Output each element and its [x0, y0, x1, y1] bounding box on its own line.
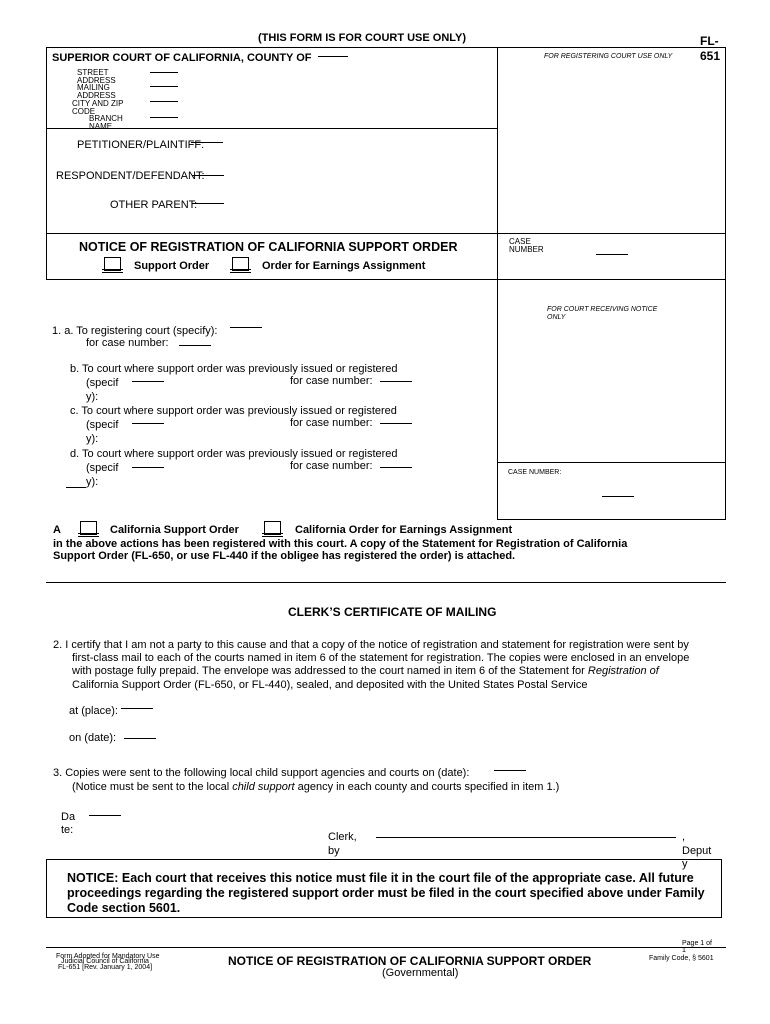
item-2-line3 — [72, 665, 659, 677]
court-name-label: SUPERIOR COURT OF CALIFORNIA, COUNTY OF — [52, 52, 312, 64]
registering-court-field[interactable] — [230, 327, 262, 328]
footer-adopted-1: Form Adopted for Mandatory Use — [56, 953, 160, 960]
respondent-label: RESPONDENT/DEFENDANT: — [56, 170, 205, 182]
item-1b-label: b. To court where support order was previously issued or registered — [70, 363, 398, 375]
item-1d-case-field[interactable] — [380, 467, 412, 468]
registration-prefix: A — [53, 524, 61, 536]
street-address-label: STREET ADDRESS — [77, 68, 116, 85]
support-order-checkbox[interactable] — [104, 257, 121, 271]
item-1b-case-label: for case number: — [290, 375, 373, 387]
item-1d-underline — [66, 487, 86, 488]
item-2-line3-text: with postage fully prepaid. The envelope was addressed to the court named in item 6 of the Statement for — [72, 665, 588, 677]
form-number-line2: 651 — [700, 49, 721, 63]
other-parent-field[interactable] — [192, 203, 224, 204]
case-number-field-bottom[interactable] — [602, 496, 634, 497]
item-2-line1: 2. I certify that I am not a party to this cause and that a copy of the notice of registration and statement for registration were sent by — [53, 639, 689, 651]
item-1c-case-field[interactable] — [380, 423, 412, 424]
footer-page-2: 1 — [682, 947, 686, 954]
item-1d-court-field[interactable] — [132, 467, 164, 468]
date-field[interactable] — [89, 815, 121, 816]
footer-adopted-2: Judicial Council of California — [61, 958, 149, 965]
item-1b-specify-2: y): — [86, 391, 99, 403]
registering-court-use-label: FOR REGISTERING COURT USE ONLY — [544, 53, 673, 60]
city-zip-field[interactable] — [150, 101, 178, 102]
footer-subtitle: (Governmental) — [382, 967, 459, 979]
comma: , — [682, 831, 686, 843]
item-2-line2: first-class mail to each of the courts named in item 6 of the statement for registration. The copies were enclosed in an envelope — [72, 652, 690, 664]
california-earnings-assignment-checkbox[interactable] — [264, 521, 281, 535]
on-date-field[interactable] — [124, 738, 156, 739]
item-1d-label: d. To court where support order was previously issued or registered — [70, 448, 398, 460]
clerk-label-1: Clerk, — [328, 831, 357, 843]
footer-title: NOTICE OF REGISTRATION OF CALIFORNIA SUPPORT ORDER — [228, 954, 592, 968]
footer-family-code: Family Code, § 5601 — [649, 955, 714, 962]
clerk-label-2: by — [328, 845, 340, 857]
item-1d-specify: (specif — [86, 462, 119, 474]
registration-line3: Support Order (FL-650, or use FL-440 if the obligee has registered the order) is attached. — [53, 550, 516, 562]
item-1d-specify-2: y): — [86, 476, 99, 488]
court-use-only-heading: (THIS FORM IS FOR COURT USE ONLY) — [258, 32, 466, 44]
item-1b-specify: (specif — [86, 377, 119, 389]
respondent-field[interactable] — [192, 175, 224, 176]
case-number-label-top: CASE NUMBER — [509, 237, 544, 254]
on-date-label: on (date): — [69, 732, 117, 744]
registering-case-number-field[interactable] — [179, 345, 211, 346]
deputy-label-1: Deput — [682, 845, 712, 857]
form-title: NOTICE OF REGISTRATION OF CALIFORNIA SUPPORT ORDER — [79, 240, 458, 254]
earnings-assignment-checkbox[interactable] — [232, 257, 249, 271]
item-2-line3-italic: Registration of — [587, 665, 659, 677]
item-3-line1: 3. Copies were sent to the following local child support agencies and courts on (date): — [53, 767, 470, 779]
item-3-line2-italic: child support — [232, 781, 295, 793]
certificate-title: CLERK’S CERTIFICATE OF MAILING — [288, 605, 497, 619]
item-1c-case-label: for case number: — [290, 417, 373, 429]
footer-adopted-3: FL-651 [Rev. January 1, 2004] — [58, 964, 153, 971]
notice-text: NOTICE: Each court that receives this notice must file it in the court file of the appropriate case. All future proceedings regarding the registered support order must be filed in the court specified above under Family Code section 5601. — [67, 871, 705, 915]
date-label-2: te: — [61, 824, 74, 836]
item-1a-case-label: for case number: — [86, 337, 169, 349]
city-zip-label: CITY AND ZIP CODE — [72, 99, 124, 116]
item-1b-case-field[interactable] — [380, 381, 412, 382]
california-earnings-assignment-label: California Order for Earnings Assignment — [295, 524, 513, 536]
item-3-line2-text: (Notice must be sent to the local — [72, 781, 233, 793]
item-3-line2-text-end: agency in each county and courts specified in item 1.) — [294, 781, 560, 793]
deputy-label-2: y — [682, 858, 688, 870]
california-support-order-label: California Support Order — [110, 524, 239, 536]
item-1b-court-field[interactable] — [132, 381, 164, 382]
county-field[interactable] — [318, 56, 348, 57]
item-1c-label: c. To court where support order was previously issued or registered — [70, 405, 397, 417]
earnings-assignment-label: Order for Earnings Assignment — [262, 260, 426, 272]
footer-page-1: Page 1 of — [682, 940, 712, 947]
petitioner-field[interactable] — [191, 142, 223, 143]
other-parent-label: OTHER PARENT: — [110, 199, 198, 211]
at-place-field[interactable] — [121, 708, 153, 709]
california-support-order-checkbox[interactable] — [80, 521, 97, 535]
item-2-line4: California Support Order (FL-650, or FL-440), sealed, and deposited with the United States Postal Service — [72, 679, 588, 691]
item-3-line2 — [72, 781, 559, 793]
item-1c-court-field[interactable] — [132, 423, 164, 424]
case-number-field-top[interactable] — [596, 254, 628, 255]
at-place-label: at (place): — [69, 705, 118, 717]
item-1a-label: 1. a. To registering court (specify): — [52, 325, 218, 337]
mailing-address-field[interactable] — [150, 86, 178, 87]
case-number-label-bottom: CASE NUMBER: — [508, 469, 562, 476]
mailing-address-label: MAILING ADDRESS — [77, 83, 116, 100]
registration-line2: in the above actions has been registered with this court. A copy of the Statement for Registration of California — [53, 538, 628, 550]
item-1d-case-label: for case number: — [290, 460, 373, 472]
item-1c-specify-2: y): — [86, 433, 99, 445]
clerk-signature-field[interactable] — [376, 837, 676, 838]
street-address-field[interactable] — [150, 72, 178, 73]
receiving-court-label: FOR COURT RECEIVING NOTICE ONLY — [547, 306, 658, 321]
item-1c-specify: (specif — [86, 419, 119, 431]
date-label-1: Da — [61, 811, 76, 823]
item-3-date-field[interactable] — [494, 770, 526, 771]
branch-name-label: BRANCH NAME — [89, 114, 123, 131]
branch-name-field[interactable] — [150, 117, 178, 118]
support-order-label: Support Order — [134, 260, 210, 272]
petitioner-label: PETITIONER/PLAINTIFF: — [77, 139, 205, 151]
form-number-line1: FL- — [700, 34, 719, 48]
